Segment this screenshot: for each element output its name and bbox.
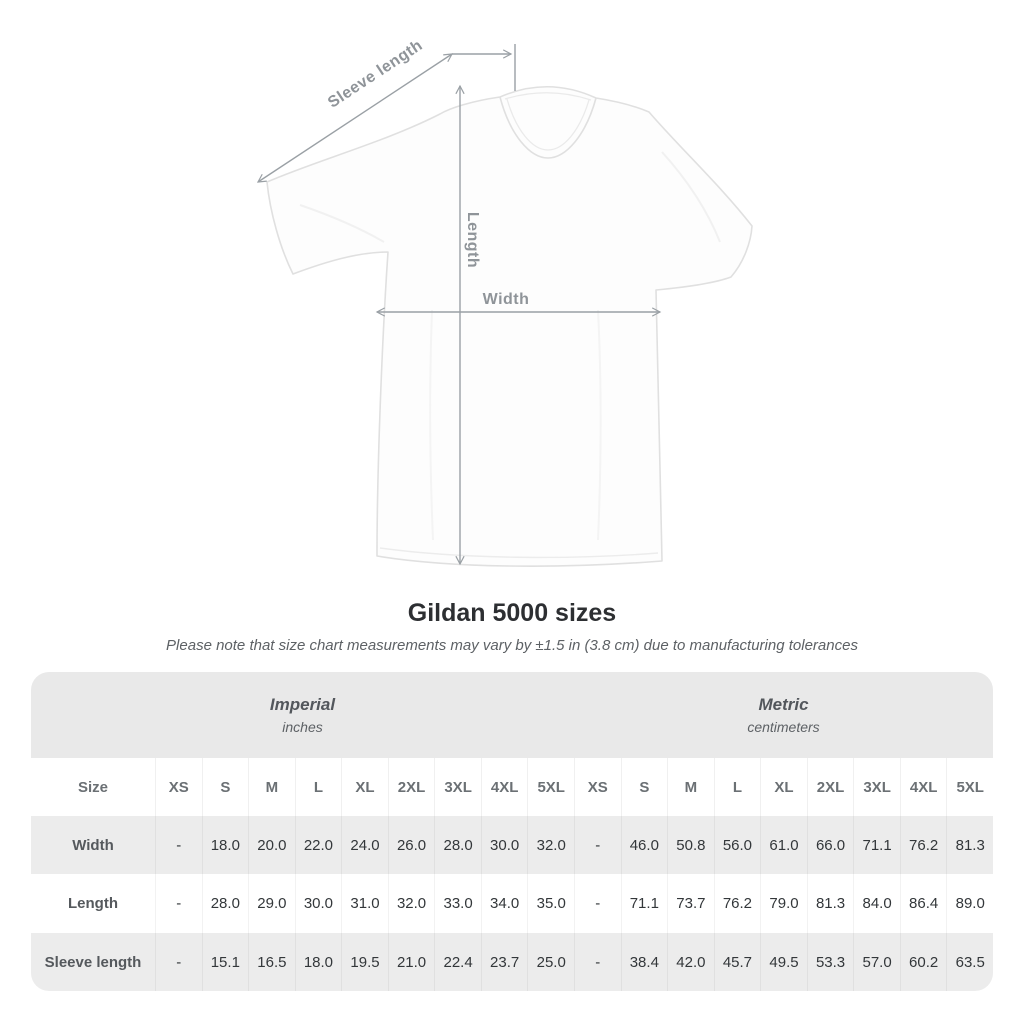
cell-metric-s: 71.1 <box>621 874 668 933</box>
cell-imperial-m: 29.0 <box>248 874 295 933</box>
size-header-imperial-l: L <box>295 758 342 816</box>
cell-metric-s: 38.4 <box>621 933 668 991</box>
size-header-imperial-xs: XS <box>155 758 202 816</box>
size-header-imperial-3xl: 3XL <box>434 758 481 816</box>
cell-imperial-l: 30.0 <box>295 874 342 933</box>
size-header-metric-2xl: 2XL <box>807 758 854 816</box>
row-label: Width <box>72 836 114 854</box>
metric-header-title: Metric <box>758 695 809 714</box>
cell-metric-s: 46.0 <box>621 816 668 874</box>
cell-metric-l: 76.2 <box>714 874 761 933</box>
size-header-metric-xs: XS <box>574 758 621 816</box>
cell-metric-xl: 49.5 <box>760 933 807 991</box>
imperial-header-unit: inches <box>282 719 323 735</box>
imperial-header <box>31 672 574 758</box>
length-label: Length <box>464 211 481 269</box>
metric-header-unit: centimeters <box>747 719 820 735</box>
size-header-imperial-4xl: 4XL <box>481 758 528 816</box>
cell-metric-xs: - <box>574 816 621 874</box>
cell-imperial-l: 22.0 <box>295 816 342 874</box>
size-header-metric-5xl: 5XL <box>946 758 993 816</box>
cell-imperial-4xl: 30.0 <box>481 816 528 874</box>
size-header-row <box>31 758 993 816</box>
cell-imperial-5xl: 32.0 <box>527 816 574 874</box>
cell-metric-2xl: 53.3 <box>807 933 854 991</box>
cell-metric-m: 50.8 <box>667 816 714 874</box>
cell-metric-m: 42.0 <box>667 933 714 991</box>
cell-imperial-m: 20.0 <box>248 816 295 874</box>
cell-metric-4xl: 86.4 <box>900 874 947 933</box>
cell-imperial-3xl: 28.0 <box>434 816 481 874</box>
size-column-header: Size <box>77 778 108 796</box>
sleeve-length-label: Sleeve length <box>325 36 426 112</box>
table-row-width <box>31 816 993 874</box>
cell-imperial-s: 18.0 <box>202 816 249 874</box>
cell-imperial-3xl: 22.4 <box>434 933 481 991</box>
tolerance-note: Please note that size chart measurements may vary by ±1.5 in (3.8 cm) due to manufacturing tolerances <box>166 637 858 654</box>
row-label: Sleeve length <box>44 953 142 971</box>
cell-imperial-3xl: 33.0 <box>434 874 481 933</box>
cell-imperial-2xl: 26.0 <box>388 816 435 874</box>
cell-imperial-2xl: 32.0 <box>388 874 435 933</box>
size-header-imperial-s: S <box>202 758 249 816</box>
cell-imperial-xl: 24.0 <box>341 816 388 874</box>
cell-imperial-4xl: 34.0 <box>481 874 528 933</box>
cell-metric-5xl: 63.5 <box>946 933 993 991</box>
tshirt-illustration <box>267 87 752 566</box>
size-header-metric-m: M <box>667 758 714 816</box>
units-header-row <box>31 672 993 758</box>
cell-imperial-2xl: 21.0 <box>388 933 435 991</box>
table-row-sleeve-length <box>31 933 993 991</box>
table-row-length <box>31 874 993 933</box>
size-header-metric-l: L <box>714 758 761 816</box>
cell-metric-5xl: 81.3 <box>946 816 993 874</box>
size-table <box>31 672 993 991</box>
cell-metric-2xl: 81.3 <box>807 874 854 933</box>
cell-metric-l: 45.7 <box>714 933 761 991</box>
cell-metric-xl: 79.0 <box>760 874 807 933</box>
size-header-imperial-5xl: 5XL <box>527 758 574 816</box>
size-header-imperial-m: M <box>248 758 295 816</box>
tshirt-body <box>267 87 752 566</box>
cell-imperial-4xl: 23.7 <box>481 933 528 991</box>
cell-metric-4xl: 76.2 <box>900 816 947 874</box>
page-title: Gildan 5000 sizes <box>407 599 617 627</box>
cell-metric-5xl: 89.0 <box>946 874 993 933</box>
cell-imperial-m: 16.5 <box>248 933 295 991</box>
cell-metric-xs: - <box>574 933 621 991</box>
cell-metric-3xl: 57.0 <box>853 933 900 991</box>
cell-imperial-xs: - <box>155 816 202 874</box>
size-header-metric-xl: XL <box>760 758 807 816</box>
imperial-header-title: Imperial <box>269 695 336 714</box>
metric-header <box>574 672 993 758</box>
cell-imperial-xl: 31.0 <box>341 874 388 933</box>
size-header-metric-4xl: 4XL <box>900 758 947 816</box>
cell-imperial-xl: 19.5 <box>341 933 388 991</box>
cell-imperial-5xl: 25.0 <box>527 933 574 991</box>
width-label: Width <box>482 291 530 308</box>
cell-metric-l: 56.0 <box>714 816 761 874</box>
cell-metric-xl: 61.0 <box>760 816 807 874</box>
cell-imperial-xs: - <box>155 933 202 991</box>
cell-metric-3xl: 84.0 <box>853 874 900 933</box>
size-header-imperial-xl: XL <box>341 758 388 816</box>
cell-imperial-l: 18.0 <box>295 933 342 991</box>
size-header-metric-s: S <box>621 758 668 816</box>
cell-metric-xs: - <box>574 874 621 933</box>
cell-imperial-s: 15.1 <box>202 933 249 991</box>
row-label: Length <box>68 895 118 912</box>
cell-imperial-s: 28.0 <box>202 874 249 933</box>
cell-imperial-5xl: 35.0 <box>527 874 574 933</box>
size-header-metric-3xl: 3XL <box>853 758 900 816</box>
cell-metric-m: 73.7 <box>667 874 714 933</box>
cell-metric-3xl: 71.1 <box>853 816 900 874</box>
table-body <box>31 816 993 991</box>
cell-metric-2xl: 66.0 <box>807 816 854 874</box>
cell-imperial-xs: - <box>155 874 202 933</box>
size-header-imperial-2xl: 2XL <box>388 758 435 816</box>
cell-metric-4xl: 60.2 <box>900 933 947 991</box>
